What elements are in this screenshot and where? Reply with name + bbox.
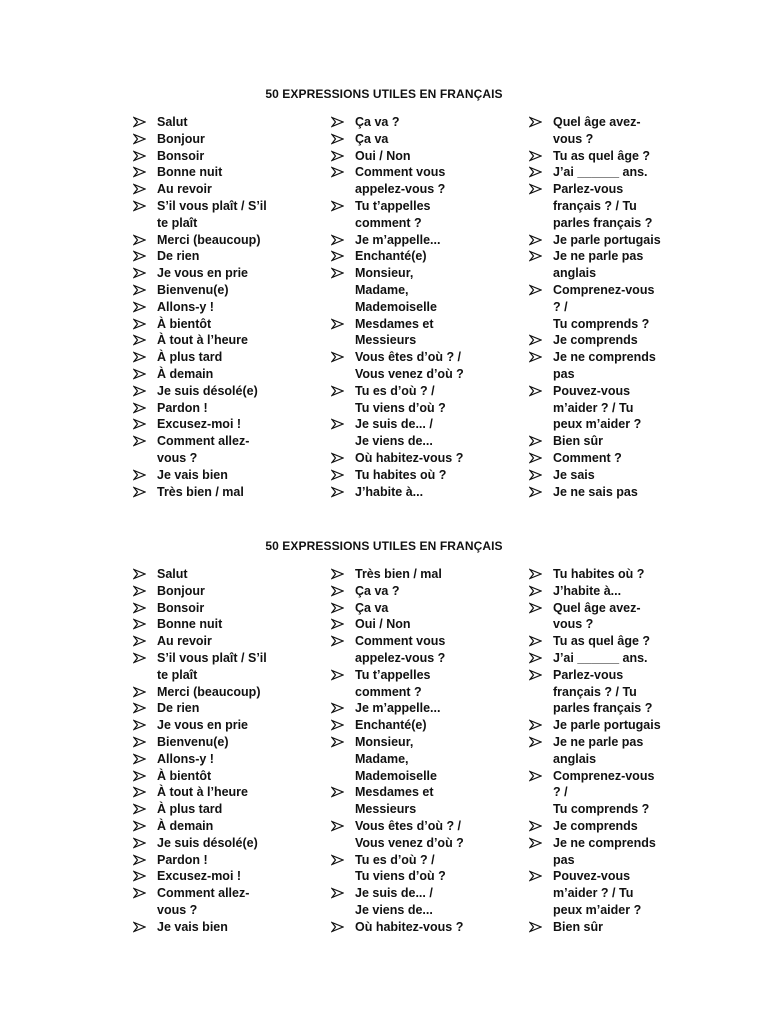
arrowhead-bullet-icon [331,450,345,466]
expression-item [331,198,521,232]
arrowhead-bullet-icon [529,650,543,666]
expression-text: Bien sûr [553,434,604,449]
arrowhead-bullet-icon [133,316,147,332]
arrowhead-bullet-icon [133,616,147,632]
arrowhead-bullet-icon [529,332,543,348]
expression-item [331,164,521,198]
expression-text: Je ne parle pas anglais [553,249,644,281]
expression-item [529,868,719,918]
expression-text: Je suis de... / Je viens de... [355,886,433,917]
expression-text: J’ai ______ ans. [553,165,648,180]
arrowhead-bullet-icon [133,717,147,733]
expression-item [529,650,719,667]
expression-item [529,818,719,835]
expression-text: À tout à l’heure [157,785,248,800]
expression-text: Comment ? [553,450,622,465]
arrowhead-bullet-icon [529,433,543,449]
arrowhead-bullet-icon [529,835,543,851]
arrowhead-bullet-icon [529,383,543,399]
expression-text: Bonjour [157,583,205,598]
expression-text: Allons-y ! [157,751,214,766]
expression-text: Enchanté(e) [355,249,427,264]
arrowhead-bullet-icon [133,801,147,817]
arrowhead-bullet-icon [331,633,345,649]
expression-text: Excusez-moi ! [157,417,242,432]
arrowhead-bullet-icon [529,282,543,298]
arrowhead-bullet-icon [331,349,345,365]
expression-column-1 [133,566,313,936]
expression-text: Enchanté(e) [355,718,427,733]
expression-item [133,684,313,701]
expression-text: J’ai ______ ans. [553,650,648,665]
arrowhead-bullet-icon [133,818,147,834]
expression-item [133,349,313,366]
arrowhead-bullet-icon [133,751,147,767]
expression-text: Vous êtes d’où ? / Vous venez d’où ? [355,350,464,381]
expression-item [133,148,313,165]
arrowhead-bullet-icon [133,198,147,214]
expression-item [133,583,313,600]
expression-text: Bien sûr [553,919,604,934]
expression-text: Je suis de... / Je viens de... [355,417,433,449]
expression-item [133,433,313,467]
arrowhead-bullet-icon [133,332,147,348]
expression-text: J’habite à... [553,583,622,598]
expression-item [133,332,313,349]
arrowhead-bullet-icon [529,868,543,884]
expression-text: Tu es d’où ? / Tu viens d’où ? [355,852,446,884]
expression-text: Bonne nuit [157,617,223,632]
expression-item [529,148,719,165]
expression-item [529,633,719,650]
expression-item [331,734,521,784]
expression-text: Pouvez-vous m’aider ? / Tu peux m’aider ? [553,869,642,917]
expression-item [529,734,719,768]
arrowhead-bullet-icon [529,114,543,130]
expression-text: Excusez-moi ! [157,869,242,884]
expression-item [529,383,719,433]
arrowhead-bullet-icon [331,616,345,632]
arrowhead-bullet-icon [133,734,147,750]
arrowhead-bullet-icon [331,583,345,599]
expression-item [133,299,313,316]
expression-text: Mesdames et Messieurs [355,316,434,348]
expression-item [529,467,719,484]
expression-column-2 [331,566,521,936]
expression-text: Salut [157,567,188,581]
arrowhead-bullet-icon [133,400,147,416]
expression-text: S’il vous plaît / S’il te plaît [157,650,267,682]
expression-item [331,919,521,936]
expression-item [133,835,313,852]
expression-text: Bonjour [157,131,205,146]
expression-text: Je suis désolé(e) [157,835,258,850]
expression-text: Ça va ? [355,115,400,129]
arrowhead-bullet-icon [133,181,147,197]
arrowhead-bullet-icon [529,768,543,784]
expression-text: Comment allez- vous ? [157,886,250,917]
arrowhead-bullet-icon [133,768,147,784]
expression-item [133,616,313,633]
expression-text: Au revoir [157,182,212,197]
expression-text: Tu t’appelles comment ? [355,198,431,230]
expression-column-3 [529,566,719,936]
expression-item [331,484,521,501]
arrowhead-bullet-icon [529,583,543,599]
arrowhead-bullet-icon [529,566,543,582]
expression-item [133,650,313,684]
expression-text: Bonsoir [157,600,205,615]
arrowhead-bullet-icon [331,734,345,750]
expression-text: Allons-y ! [157,299,214,314]
arrowhead-bullet-icon [133,633,147,649]
arrowhead-bullet-icon [133,852,147,868]
expression-item [529,919,719,936]
arrowhead-bullet-icon [133,265,147,281]
expression-text: Je comprends [553,818,638,833]
expression-item [331,467,521,484]
expression-item [331,114,521,131]
expression-item [133,383,313,400]
expression-item [331,232,521,249]
arrowhead-bullet-icon [133,467,147,483]
expression-item [331,700,521,717]
arrowhead-bullet-icon [331,198,345,214]
expression-text: Je comprends [553,333,638,348]
expression-item [331,616,521,633]
arrowhead-bullet-icon [133,248,147,264]
expression-item [529,667,719,717]
expression-item [331,784,521,818]
arrowhead-bullet-icon [529,717,543,733]
expression-item [331,450,521,467]
expression-text: Tu habites où ? [355,467,447,482]
arrowhead-bullet-icon [331,717,345,733]
expression-text: Tu as quel âge ? [553,634,651,649]
arrowhead-bullet-icon [331,784,345,800]
expression-item [529,248,719,282]
expression-item [331,383,521,417]
arrowhead-bullet-icon [529,467,543,483]
expression-item [133,181,313,198]
expression-item [529,164,719,181]
expression-text: Je suis désolé(e) [157,383,258,398]
expression-text: S’il vous plaît / S’il te plaît [157,198,267,230]
expression-item [529,433,719,450]
expression-text: Ça va [355,131,389,146]
expression-text: Bienvenu(e) [157,734,229,749]
expression-item [133,700,313,717]
arrowhead-bullet-icon [133,282,147,298]
arrowhead-bullet-icon [133,148,147,164]
expression-item [133,751,313,768]
expression-item [331,416,521,450]
expression-text: Oui / Non [355,148,411,163]
expression-item [133,484,313,501]
arrowhead-bullet-icon [133,299,147,315]
expression-text: De rien [157,249,200,264]
expression-text: Très bien / mal [355,567,442,581]
expression-text: Oui / Non [355,617,411,632]
expression-item [133,248,313,265]
expression-text: Tu es d’où ? / Tu viens d’où ? [355,383,446,415]
expression-item [529,717,719,734]
arrowhead-bullet-icon [133,868,147,884]
expression-text: Comment vous appelez-vous ? [355,165,446,197]
expression-text: Où habitez-vous ? [355,450,464,465]
expression-text: Parlez-vous français ? / Tu parles français ? [553,182,653,230]
expression-item [331,600,521,617]
expression-text: À plus tard [157,350,223,365]
arrowhead-bullet-icon [331,852,345,868]
expression-item [133,868,313,885]
arrowhead-bullet-icon [529,667,543,683]
expression-item [529,583,719,600]
expression-text: Comment allez- vous ? [157,434,250,465]
arrowhead-bullet-icon [529,148,543,164]
arrowhead-bullet-icon [529,818,543,834]
expression-text: Je ne sais pas [553,484,638,499]
arrowhead-bullet-icon [529,600,543,616]
expression-text: Ça va [355,600,389,615]
expression-item [133,885,313,919]
expression-text: Bonne nuit [157,165,223,180]
expression-text: Merci (beaucoup) [157,684,261,699]
expression-item [133,416,313,433]
arrowhead-bullet-icon [133,232,147,248]
expression-item [331,583,521,600]
expression-text: Je parle portugais [553,232,661,247]
expression-text: De rien [157,701,200,716]
arrowhead-bullet-icon [331,131,345,147]
expression-text: Je vais bien [157,919,228,934]
expression-item [133,198,313,232]
expression-text: Ça va ? [355,583,400,598]
expression-text: Je sais [553,467,595,482]
arrowhead-bullet-icon [331,484,345,500]
expression-column-1 [133,114,313,500]
expression-item [133,717,313,734]
expression-text: Quel âge avez- vous ? [553,600,641,632]
expression-item [331,885,521,919]
arrowhead-bullet-icon [331,818,345,834]
expression-item [529,566,719,583]
expression-text: À demain [157,818,214,833]
arrowhead-bullet-icon [331,114,345,130]
expression-item [331,818,521,852]
expression-column-3 [529,114,719,500]
expression-text: Où habitez-vous ? [355,919,464,934]
expression-text: Comment vous appelez-vous ? [355,634,446,665]
arrowhead-bullet-icon [133,784,147,800]
expression-text: Comprenez-vous ? / Tu comprends ? [553,768,655,817]
expression-text: À bientôt [157,316,212,331]
expression-text: Je vous en prie [157,266,249,281]
expression-item [133,768,313,785]
section-title: 50 EXPRESSIONS UTILES EN FRANÇAIS [265,87,503,101]
expression-item [133,919,313,936]
arrowhead-bullet-icon [331,700,345,716]
expression-item [331,667,521,701]
expression-item [133,467,313,484]
arrowhead-bullet-icon [331,566,345,582]
expression-text: Je vous en prie [157,718,249,733]
arrowhead-bullet-icon [529,633,543,649]
expression-item [331,248,521,265]
arrowhead-bullet-icon [133,600,147,616]
arrowhead-bullet-icon [331,383,345,399]
arrowhead-bullet-icon [133,366,147,382]
arrowhead-bullet-icon [133,919,147,935]
expression-text: Tu habites où ? [553,567,645,581]
expression-text: Bienvenu(e) [157,282,229,297]
arrowhead-bullet-icon [331,919,345,935]
arrowhead-bullet-icon [529,734,543,750]
expression-item [133,400,313,417]
arrowhead-bullet-icon [133,383,147,399]
expression-column-2 [331,114,521,500]
expression-item [133,818,313,835]
arrowhead-bullet-icon [133,700,147,716]
expression-text: Monsieur, Madame, Mademoiselle [355,266,437,314]
expression-item [331,852,521,886]
expression-text: Comprenez-vous ? / Tu comprends ? [553,282,655,331]
arrowhead-bullet-icon [133,566,147,582]
expression-text: Je ne comprends pas [553,350,656,381]
expression-item [133,600,313,617]
arrowhead-bullet-icon [133,416,147,432]
expression-item [133,114,313,131]
expression-text: Mesdames et Messieurs [355,785,434,817]
arrowhead-bullet-icon [529,248,543,264]
arrowhead-bullet-icon [529,181,543,197]
expression-text: À plus tard [157,802,223,817]
arrowhead-bullet-icon [331,265,345,281]
expression-item [331,633,521,667]
expression-item [529,181,719,231]
expression-item [331,566,521,583]
expression-item [133,265,313,282]
expression-item [133,633,313,650]
expression-text: Très bien / mal [157,484,244,499]
arrowhead-bullet-icon [133,164,147,180]
expression-text: Tu as quel âge ? [553,148,651,163]
arrowhead-bullet-icon [133,885,147,901]
expression-item [529,484,719,501]
arrowhead-bullet-icon [133,131,147,147]
expression-text: Je ne comprends pas [553,835,656,867]
expression-text: Bonsoir [157,148,205,163]
section-title: 50 EXPRESSIONS UTILES EN FRANÇAIS [265,539,503,553]
expression-item [331,349,521,383]
expression-text: À tout à l’heure [157,333,248,348]
expression-item [133,232,313,249]
expression-item [133,852,313,869]
arrowhead-bullet-icon [133,433,147,449]
expression-text: Tu t’appelles comment ? [355,667,431,699]
arrowhead-bullet-icon [133,484,147,500]
arrowhead-bullet-icon [133,583,147,599]
arrowhead-bullet-icon [529,164,543,180]
expression-text: Je ne parle pas anglais [553,734,644,766]
expression-item [331,131,521,148]
arrowhead-bullet-icon [331,416,345,432]
arrowhead-bullet-icon [331,164,345,180]
arrowhead-bullet-icon [331,667,345,683]
expression-item [133,131,313,148]
expression-text: Je m’appelle... [355,232,441,247]
expression-text: Salut [157,115,188,129]
arrowhead-bullet-icon [133,650,147,666]
expression-item [529,450,719,467]
arrowhead-bullet-icon [133,114,147,130]
expression-item [529,349,719,383]
arrowhead-bullet-icon [331,148,345,164]
expression-text: Pouvez-vous m’aider ? / Tu peux m’aider ? [553,383,642,432]
arrowhead-bullet-icon [331,600,345,616]
expression-item [133,164,313,181]
expression-item [529,835,719,869]
arrowhead-bullet-icon [529,919,543,935]
expression-item [331,265,521,315]
expression-item [331,717,521,734]
arrowhead-bullet-icon [331,248,345,264]
expression-item [529,332,719,349]
expression-item [133,566,313,583]
expression-text: Au revoir [157,634,212,649]
expression-item [133,734,313,751]
arrowhead-bullet-icon [331,232,345,248]
arrowhead-bullet-icon [331,316,345,332]
expression-text: Je m’appelle... [355,701,441,716]
expression-item [133,282,313,299]
arrowhead-bullet-icon [529,349,543,365]
expression-text: À bientôt [157,768,212,783]
expression-text: Quel âge avez- vous ? [553,115,641,146]
expression-text: Vous êtes d’où ? / Vous venez d’où ? [355,818,464,850]
expression-text: J’habite à... [355,484,424,499]
expression-item [331,148,521,165]
expression-text: Je vais bien [157,467,228,482]
arrowhead-bullet-icon [133,349,147,365]
expression-text: Monsieur, Madame, Mademoiselle [355,734,437,783]
expression-item [529,768,719,818]
arrowhead-bullet-icon [133,835,147,851]
arrowhead-bullet-icon [529,484,543,500]
arrowhead-bullet-icon [529,232,543,248]
expression-item [529,600,719,634]
expression-item [529,114,719,148]
expression-item [133,801,313,818]
expression-item [133,316,313,333]
expression-item [529,232,719,249]
arrowhead-bullet-icon [331,467,345,483]
expression-item [331,316,521,350]
expression-item [133,784,313,801]
arrowhead-bullet-icon [529,450,543,466]
expression-text: À demain [157,366,214,381]
expression-item [529,282,719,332]
expression-text: Pardon ! [157,852,208,867]
expression-text: Je parle portugais [553,718,661,733]
expression-item [133,366,313,383]
arrowhead-bullet-icon [331,885,345,901]
expression-text: Parlez-vous français ? / Tu parles français ? [553,667,653,716]
arrowhead-bullet-icon [133,684,147,700]
expression-text: Merci (beaucoup) [157,232,261,247]
expression-text: Pardon ! [157,400,208,415]
